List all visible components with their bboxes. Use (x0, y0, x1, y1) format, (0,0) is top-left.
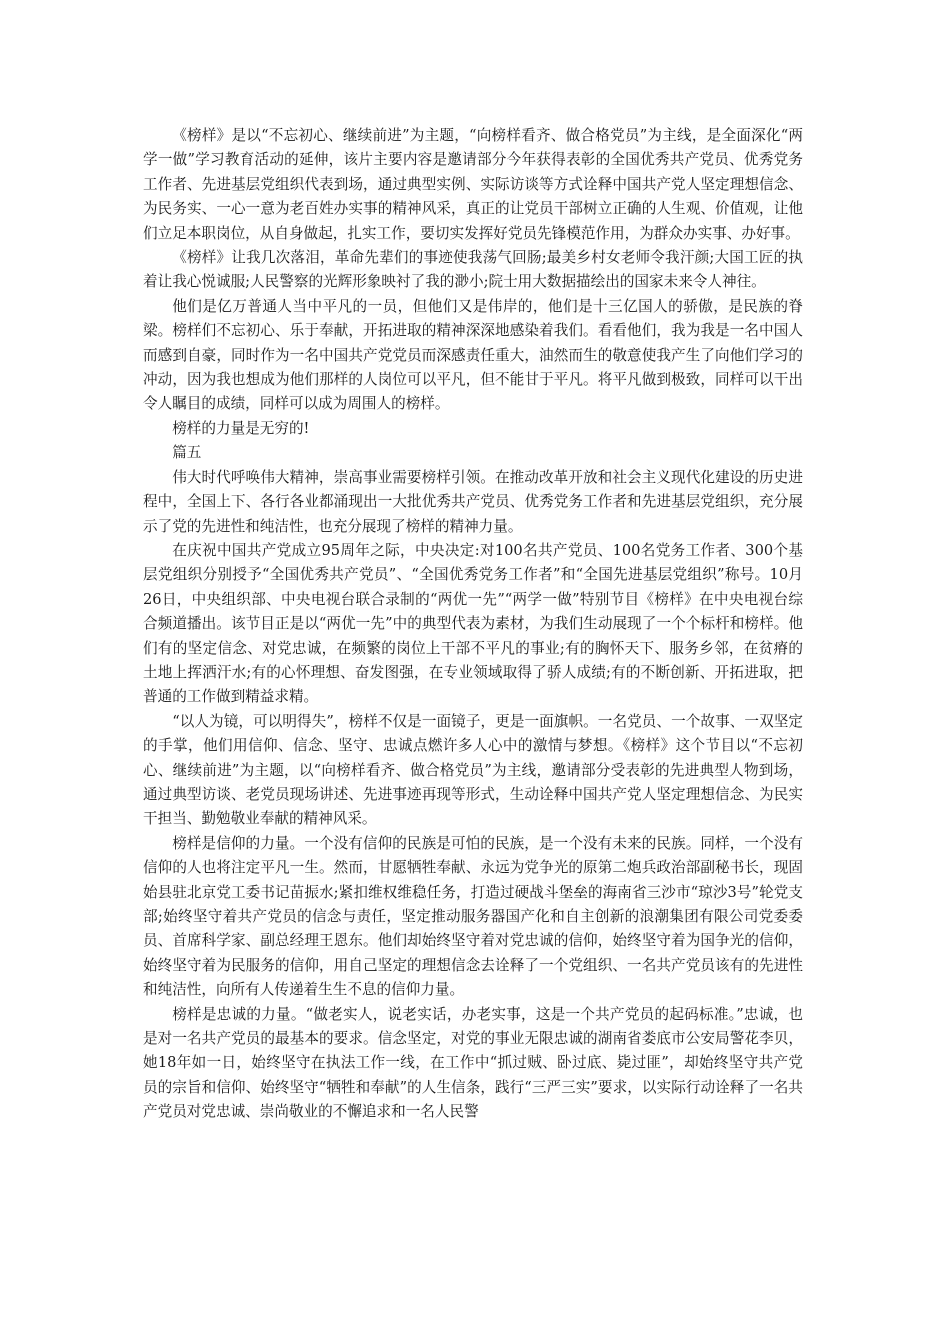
paragraph-era: 伟大时代呼唤伟大精神，崇高事业需要榜样引领。在推动改革开放和社会主义现代化建设的历史进程中，全国上下、各行各业都涌现出一大批优秀共产党员、优秀党务工作者和先进基层党组织，充分展示了党的先进性和纯洁性，也充分展现了榜样的精神力量。 (143, 468, 803, 535)
paragraph-ordinary: 他们是亿万普通人当中平凡的一员，但他们又是伟岸的，他们是十三亿国人的骄傲，是民族的脊梁。榜样们不忘初心、乐于奉献，开拓进取的精神深深地感染着我们。看看他们，我为我是一名中国人而感到自豪，同时作为一名中国共产党党员而深感责任重大，油然而生的敬意使我产生了向他们学习的冲动，因为我也想成为他们那样的人岗位可以平凡，但不能甘于平凡。将平凡做到极致，同样可以干出令人瞩目的成绩，同样可以成为周围人的榜样。 (143, 297, 803, 413)
paragraph-intro: 《榜样》是以“不忘初心、继续前进”为主题，“向榜样看齐、做合格党员”为主线，是全面深化“两学一做”学习教育活动的延伸，该片主要内容是邀请部分今年获得表彰的全国优秀共产党员、优秀党务工作者、先进基层党组织代表到场，通过典型实例、实际访谈等方式诠释中国共产党人坚定理想信念、为民务实、一心一意为老百姓办实事的精神风采，真正的让党员干部树立正确的人生观、价值观，让他们立足本职岗位，从自身做起，扎实工作，要切实发挥好党员先锋模范作用，为群众办实事、办好事。 (143, 127, 803, 242)
paragraph-faith: 榜样是信仰的力量。一个没有信仰的民族是可怕的民族，是一个没有未来的民族。同样，一个没有信仰的人也将注定平凡一生。然而，甘愿牺牲奉献、永远为党争光的原第二炮兵政治部副秘书长，现固始县驻北京党工委书记苗振水;紧扣维权维稳任务，打造过硬战斗堡垒的海南省三沙市“琼沙3号”轮党支部;始终坚守着共产党员的信念与责任，坚定推动服务器国产化和自主创新的浪潮集团有限公司党委委员、首席科学家、副总经理王恩东。他们却始终坚守着对党忠诚的信仰，始终坚守着为国争光的信仰，始终坚守着为民服务的信仰，用自己坚定的理想信念去诠释了一个党组织、一名共产党员该有的先进性和纯洁性，向所有人传递着生生不息的信仰力量。 (143, 834, 803, 999)
paragraph-anniversary: 在庆祝中国共产党成立95周年之际，中央决定:对100名共产党员、100名党务工作者、300个基层党组织分别授予“全国优秀共产党员”、“全国优秀党务工作者”和“全国先进基层党组织”称号。10月26日，中央组织部、中央电视台联合录制的“两优一先”“两学一做”特别节目《榜样》在中央电视台综合频道播出。该节目正是以“两优一先”中的典型代表为素材，为我们生动展现了一个个标杆和榜样。他们有的坚定信念、对党忠诚，在频繁的岗位上干部不平凡的事业;有的胸怀天下、服务乡邻，在贫瘠的土地上挥洒汗水;有的心怀理想、奋发图强，在专业领域取得了骄人成绩;有的不断创新、开拓进取，把普通的工作做到精益求精。 (143, 541, 803, 706)
paragraph-power: 榜样的力量是无穷的! (172, 419, 310, 437)
paragraph-loyalty: 榜样是忠诚的力量。“做老实人，说老实话，办老实事，这是一个共产党员的起码标准。”忠诚，也是对一名共产党员的最基本的要求。信念坚定，对党的事业无限忠诚的湖南省娄底市公安局警花李贝，她18年如一日，始终坚守在执法工作一线，在工作中“抓过贼、卧过底、毙过匪”，却始终坚守共产党员的宗旨和信仰、始终坚守“牺牲和奉献”的人生信条，践行“三严三实”要求，以实际行动诠释了一名共产党员对党忠诚、崇尚敬业的不懈追求和一名人民警 (143, 1005, 803, 1121)
section-heading: 篇五 (172, 444, 202, 462)
paragraph-mirror: “以人为镜，可以明得失”，榜样不仅是一面镜子，更是一面旗帜。一名党员、一个故事、一双坚定的手掌，他们用信仰、信念、坚守、忠诚点燃许多人心中的激情与梦想。《榜样》这个节目以“不忘初心、继续前进”为主题，以“向榜样看齐、做合格党员”为主线，邀请部分受表彰的先进典型人物到场，通过典型访谈、老党员现场讲述、先进事迹再现等形式，生动诠释中国共产党人坚定理想信念、为民实干担当、勤勉敬业奉献的精神风采。 (143, 712, 803, 828)
paragraph-tears: 《榜样》让我几次落泪，革命先辈们的事迹使我荡气回肠;最美乡村女老师令我汗颜;大国工匠的执着让我心悦诚服;人民警察的光辉形象映衬了我的渺小;院士用大数据描绘出的国家未来令人神往。 (143, 249, 803, 291)
document-body (143, 124, 803, 1125)
